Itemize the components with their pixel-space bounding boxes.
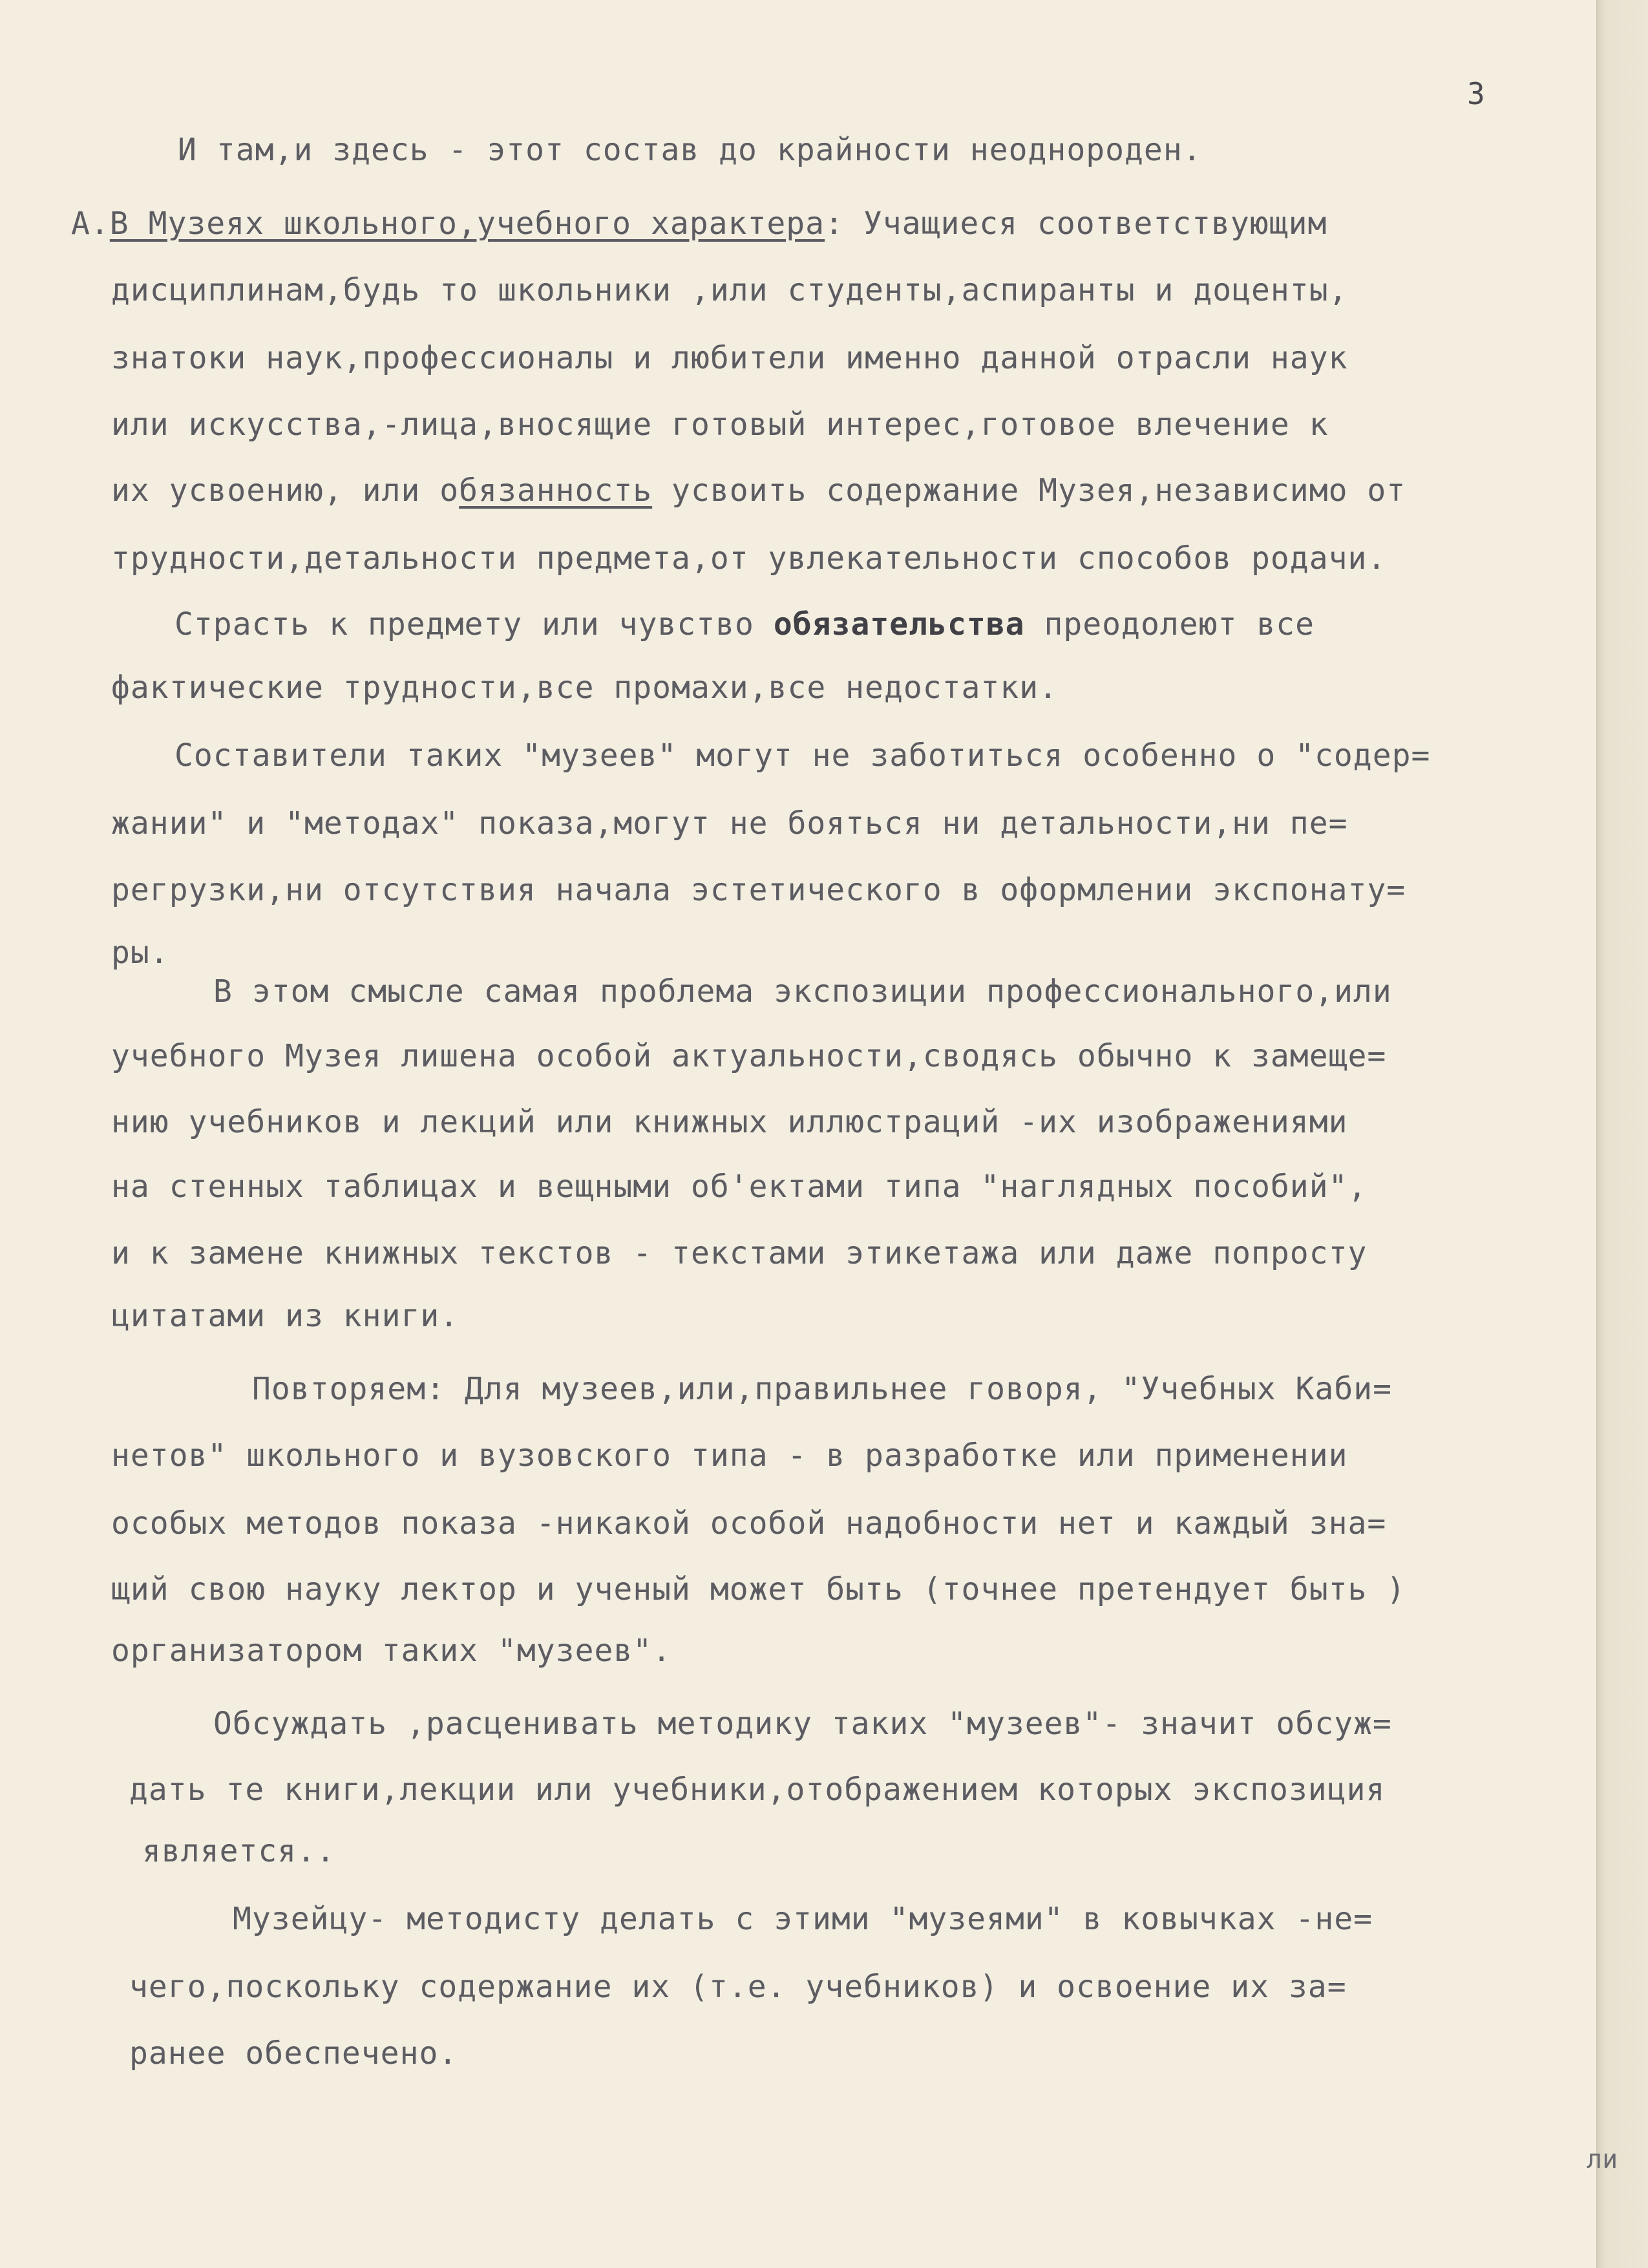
text-line-8-start: Страсть к предмету или чувство <box>174 606 774 642</box>
text-line-12: регрузки,ни отсутствия начала эстетического в оформлении экспонату= <box>111 872 1406 908</box>
overtyped-word: обязательства <box>773 606 1025 642</box>
text-line-29: чего,поскольку содержание их (т.е. учебников) и освоение их за= <box>129 1969 1347 2005</box>
text-line-19: цитатами из книги. <box>111 1298 460 1334</box>
page-number: 3 <box>1467 76 1485 111</box>
text-line-26: дать те книги,лекции или учебники,отображением которых экспозиция <box>129 1772 1386 1808</box>
text-line-30: ранее обеспечено. <box>129 2035 458 2072</box>
text-line-22: особых методов показа -никакой особой надобности нет и каждый зна= <box>111 1505 1387 1542</box>
text-line-21: нетов" школьного и вузовского типа - в разработке или применении <box>111 1437 1348 1474</box>
text-line-17: на стенных таблицах и вещными об'ектами типа "наглядных пособий", <box>111 1169 1368 1205</box>
text-line-20: Повторяем: Для музеев,или,правильнее говоря, "Учебных Каби= <box>252 1371 1393 1407</box>
section-heading-underlined: В Музеях школьного,учебного характера <box>109 206 825 242</box>
text-line-10: Составители таких "музеев" могут не заботиться особенно о "содер= <box>174 737 1431 774</box>
section-letter: А. <box>71 206 110 242</box>
text-line-9: фактические трудности,все промахи,все недостатки. <box>111 670 1059 706</box>
text-line-18: и к замене книжных текстов - текстами этикетажа или даже попросту <box>111 1235 1368 1271</box>
text-line-6-end: усвоить содержание Музея,независимо от <box>652 472 1406 509</box>
underlined-word-obligation: бязанность <box>459 472 653 509</box>
text-line-14: В этом смысле самая проблема экспозиции профессионального,или <box>213 973 1392 1010</box>
text-line-28: Музейцу- методисту делать с этими "музеями" в ковычках -не= <box>233 1901 1373 1937</box>
text-line-24: организатором таких "музеев". <box>111 1633 672 1669</box>
text-line-8 <box>174 606 1315 642</box>
text-line-13: ры. <box>111 935 169 971</box>
text-line-5: или искусства,-лица,вносящие готовый интерес,готовое влечение к <box>111 407 1329 443</box>
text-line-11: жании" и "методах" показа,могут не бояться ни детальности,ни пе= <box>111 805 1348 842</box>
next-page-edge <box>1596 0 1648 2268</box>
text-line-6 <box>111 472 1406 509</box>
text-line-27: является.. <box>142 1833 335 1869</box>
text-line-1: И там,и здесь - этот состав до крайности неоднороден. <box>178 132 1202 168</box>
text-line-6-start: их усвоению, или о <box>111 472 460 509</box>
section-heading-rest: : Учащиеся соответствующим <box>825 206 1327 242</box>
text-line-2 <box>71 206 1327 242</box>
text-line-8-end: преодолеют все <box>1024 606 1315 642</box>
text-line-15: учебного Музея лишена особой актуальности,сводясь обычно к замеще= <box>111 1038 1387 1074</box>
margin-note: ли <box>1587 2145 1618 2174</box>
text-line-25: Обсуждать ,расценивать методику таких "музеев"- значит обсуж= <box>213 1706 1392 1742</box>
text-line-3: дисциплинам,будь то школьники ,или студенты,аспиранты и доценты, <box>111 272 1348 308</box>
text-line-23: щий свою науку лектор и ученый может быть (точнее претендует быть ) <box>111 1571 1406 1607</box>
text-line-4: знатоки наук,профессионалы и любители именно данной отрасли наук <box>111 340 1348 376</box>
text-line-7: трудности,детальности предмета,от увлекательности способов родачи. <box>111 540 1387 577</box>
text-line-16: нию учебников и лекций или книжных иллюстраций -их изображениями <box>111 1104 1348 1140</box>
